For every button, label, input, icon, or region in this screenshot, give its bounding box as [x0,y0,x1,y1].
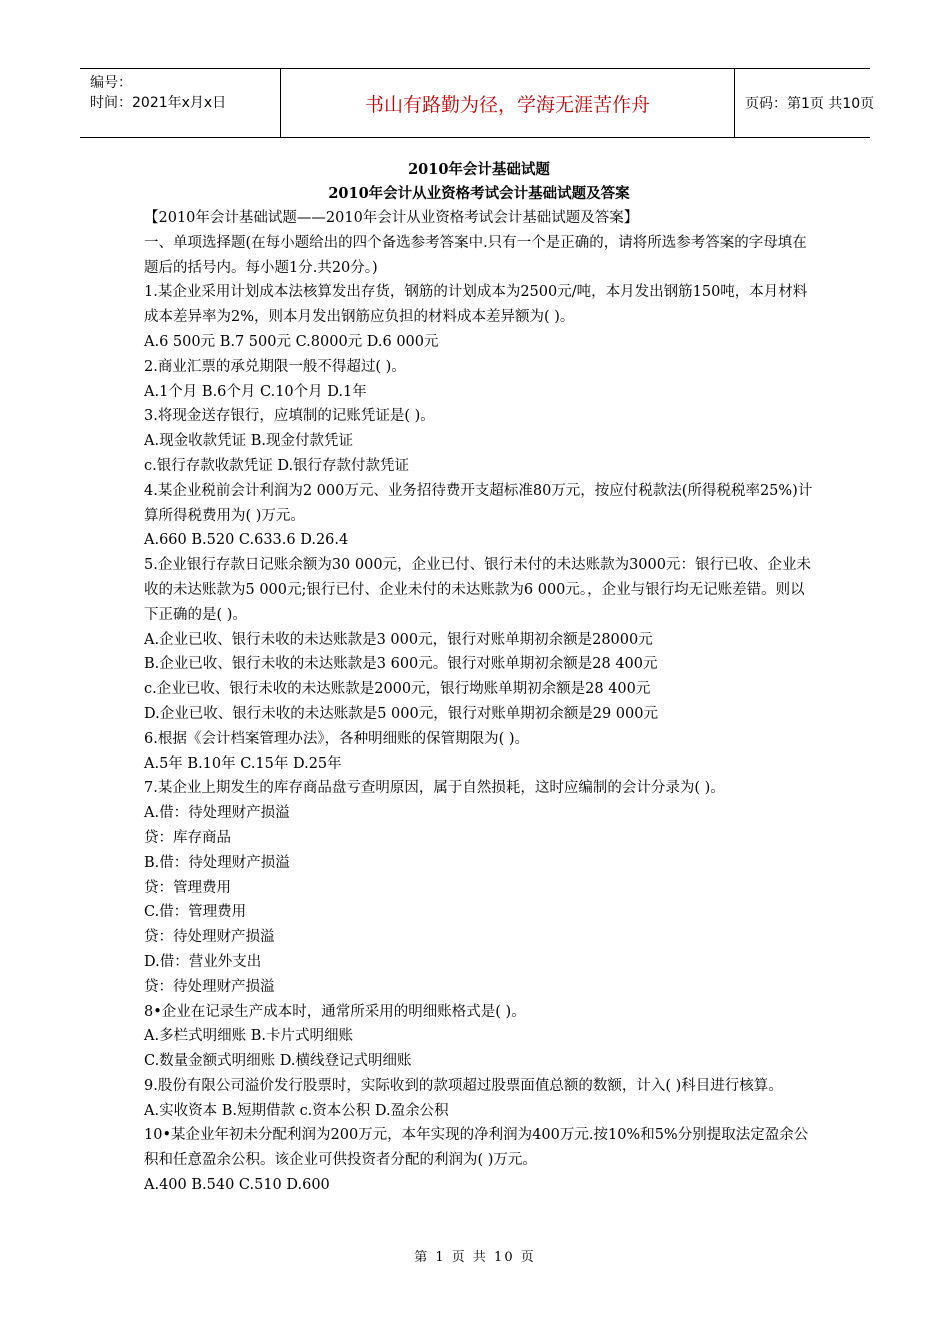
doc-paragraph: 贷：库存商品 [144,829,231,846]
doc-paragraph: 贷：待处理财产损溢 [144,978,275,995]
doc-paragraph: A.现金收款凭证 B.现金付款凭证 [144,433,353,450]
doc-paragraph: 9.股份有限公司溢价发行股票时，实际收到的款项超过股票面值总额的数额，计入( )科目进行核算。 [144,1077,783,1094]
doc-paragraph: B.借：待处理财产损溢 [144,854,290,871]
page-header [80,68,875,138]
doc-paragraph: 1.某企业采用计划成本法核算发出存货，钢筋的计划成本为2500元/吨，本月发出钢筋150吨，本月材料成本差异率为2%，则本月发出钢筋应负担的材料成本差异额为( )。 [144,284,808,326]
doc-paragraph: 【2010年会计基础试题——2010年会计从业资格考试会计基础试题及答案】 [144,210,639,226]
number-label: 编号： [90,75,132,91]
doc-paragraph: C.借：管理费用 [144,904,247,921]
question-list [144,206,814,1198]
doc-paragraph: 贷：待处理财产损溢 [144,929,275,946]
doc-paragraph: A.企业已收、银行未收的未达账款是3 000元，银行对账单期初余额是28000元 [144,631,653,648]
doc-paragraph: 贷：管理费用 [144,879,231,896]
header-page-info: 页码：第1页 共10页 [745,96,875,112]
header-motto: 书山有路勤为径，学海无涯苦作舟 [280,69,735,137]
doc-paragraph: 10•某企业年初未分配利润为200万元，本年实现的净利润为400万元.按10%和5%分别提取法定盈余公积和任意盈余公积。该企业可供投资者分配的利润为( )万元。 [144,1127,809,1169]
doc-title: 2010年会计基础试题 [408,161,550,178]
doc-paragraph: A.660 B.520 C.633.6 D.26.4 [144,532,349,549]
doc-paragraph: D.借：营业外支出 [144,953,262,970]
page-footer: 第 1 页 共 10 页 [414,1250,536,1265]
doc-paragraph: 2.商业汇票的承兑期限一般不得超过( )。 [144,358,406,375]
doc-paragraph: 7.某企业上期发生的库存商品盘亏查明原因，属于自然损耗，这时应编制的会计分录为( )。 [144,780,725,797]
doc-paragraph: D.企业已收、银行未收的未达账款是5 000元，银行对账单期初余额是29 000元 [144,705,658,722]
doc-paragraph: A.6 500元 B.7 500元 C.8000元 D.6 000元 [144,333,439,350]
doc-subtitle: 2010年会计从业资格考试会计基础试题及答案 [328,185,630,202]
doc-paragraph: 5.企业银行存款日记账余额为30 000元，企业已付、银行未付的未达账款为3000元：银行已收、企业未收的未达账款为5 000元;银行已付、企业未付的未达账款为6 000元。，企业与银行均无记账差错。则以下正确的是( )。 [144,557,811,623]
doc-paragraph: c.企业已收、银行未收的未达账款是2000元，银行坳账单期初余额是28 400元 [144,681,651,698]
doc-paragraph: 8•企业在记录生产成本时，通常所采用的明细账格式是( )。 [144,1003,526,1020]
doc-paragraph: 6.根据《会计档案管理办法》，各种明细账的保管期限为( )。 [144,730,530,747]
doc-paragraph: 3.将现金送存银行，应填制的记账凭证是( )。 [144,408,435,425]
doc-paragraph: c.银行存款收款凭证 D.银行存款付款凭证 [144,457,410,474]
doc-paragraph: 一、单项选择题(在每小题给出的四个备选参考答案中.只有一个是正确的，请将所选参考答案的字母填在题后的括号内。每小题1分.共20分。) [144,234,807,276]
document-body [144,158,814,1198]
doc-paragraph: A.5年 B.10年 C.15年 D.25年 [144,755,342,772]
doc-paragraph: 4.某企业税前会计利润为2 000万元、业务招待费开支超标准80万元，按应付税款法(所得税税率25%)计算所得税费用为( )万元。 [144,482,813,524]
header-meta [80,69,280,137]
doc-paragraph: A.400 B.540 C.510 D.600 [144,1177,330,1194]
doc-paragraph: A.实收资本 B.短期借款 c.资本公积 D.盈余公积 [144,1102,449,1119]
doc-paragraph: C.数量金额式明细账 D.横线登记式明细账 [144,1053,412,1070]
doc-paragraph: B.企业已收、银行未收的未达账款是3 600元。银行对账单期初余额是28 400元 [144,656,658,673]
doc-paragraph: A.借：待处理财产损溢 [144,805,290,822]
date-line: 时间：2021年x月x日 [90,95,227,111]
doc-paragraph: A.1个月 B.6个月 C.10个月 D.1年 [144,383,367,400]
doc-paragraph: A.多栏式明细账 B.卡片式明细账 [144,1028,353,1045]
